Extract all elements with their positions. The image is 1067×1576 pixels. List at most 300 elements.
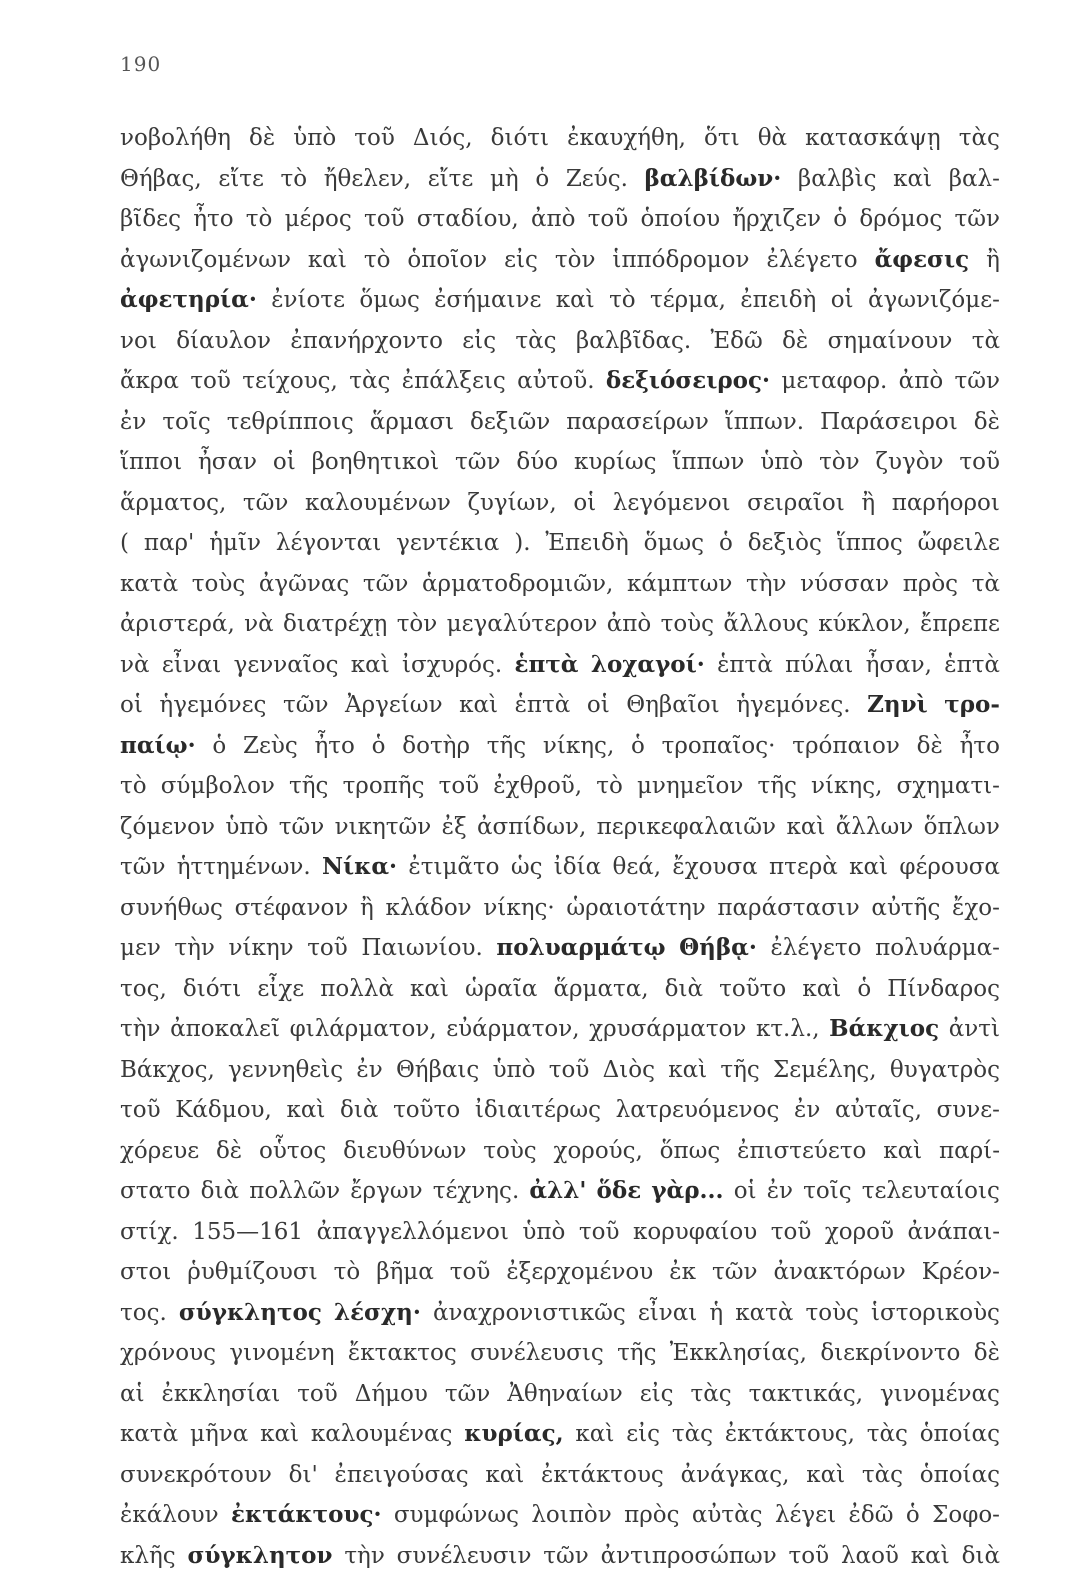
word: οἱ	[734, 1171, 757, 1212]
word: Κρέον-	[922, 1252, 1000, 1293]
word: νίκης,	[543, 726, 614, 767]
word: δεξιὸς	[748, 523, 822, 564]
word: ἐν	[120, 402, 146, 443]
word: καὶ	[286, 1090, 325, 1131]
word: τὴν	[746, 564, 787, 605]
word: λαοῦ	[841, 1536, 899, 1576]
text-line	[120, 402, 1000, 443]
text-line	[120, 523, 1000, 564]
word: τὸν	[555, 240, 596, 281]
word: τοῦ	[364, 199, 405, 240]
word: οἱ	[587, 685, 610, 726]
word: Βάκχιος	[829, 1009, 939, 1050]
word: εἰς	[504, 240, 538, 281]
word: ἐλέγετο	[767, 240, 858, 281]
word: τῆς	[487, 726, 526, 767]
word: ἀπὸ	[607, 604, 652, 645]
word: κορυφαίου	[633, 1212, 757, 1253]
word: τοῦ	[549, 1050, 590, 1091]
word: οἱ	[573, 483, 596, 524]
word: διεκρίνοντο	[820, 1333, 960, 1374]
word: καὶ	[410, 969, 449, 1010]
word: πτερὰ	[769, 847, 838, 888]
word: Παράσειροι	[820, 402, 958, 443]
text-line	[120, 1050, 1000, 1091]
word: πύλαι	[785, 645, 853, 686]
word: τέρμα,	[650, 280, 726, 321]
word: εἰς	[640, 1374, 674, 1415]
word: (	[120, 523, 129, 564]
text-line	[120, 118, 1000, 159]
word: ἐσήμαινε	[434, 280, 541, 321]
word: στέφανον	[235, 888, 349, 929]
word: τῶν	[445, 1374, 490, 1415]
word: τὸ	[609, 280, 636, 321]
word: ἦτο	[193, 199, 233, 240]
word: τὸ	[120, 766, 147, 807]
word: τείχους,	[242, 361, 338, 402]
word: Πίνδαρος	[887, 969, 1000, 1010]
word: θεά,	[612, 847, 661, 888]
text-line	[120, 969, 1000, 1010]
word: εἰς	[626, 1414, 660, 1455]
word: δοτὴρ	[402, 726, 470, 767]
word: νύσσαν	[800, 564, 889, 605]
text-line	[120, 361, 1000, 402]
word: ἐκτάκτους	[541, 1455, 664, 1496]
text-line	[120, 766, 1000, 807]
word: τὸ	[596, 766, 623, 807]
word: παρήοροι	[892, 483, 1000, 524]
word: ὁ	[906, 1495, 920, 1536]
word: ῥυθμίζουσι	[187, 1252, 317, 1293]
word: ἔκτακτος	[348, 1333, 457, 1374]
word: Θήβας,	[120, 159, 202, 200]
word: βαλβίδων·	[645, 159, 782, 200]
word: τὰ	[972, 321, 1000, 362]
word: ἀναχρονιστικῶς	[433, 1293, 626, 1334]
word: παίῳ·	[120, 726, 196, 767]
text-line	[120, 1131, 1000, 1172]
word: ὅμως	[644, 523, 704, 564]
word: ἰσχυρός.	[402, 645, 502, 686]
word: παρασείρων	[566, 402, 709, 443]
word: ἄφεσις	[875, 240, 970, 281]
word: αὐτοῦ.	[517, 361, 594, 402]
word: οὗτος	[259, 1131, 326, 1172]
word: Κάδμου,	[175, 1090, 272, 1131]
word: διευθύνων	[343, 1131, 466, 1172]
text-line	[120, 1536, 1000, 1576]
word: τῶν	[955, 199, 1000, 240]
word: ἵππος	[837, 523, 903, 564]
word: πολυαρμάτῳ	[496, 928, 665, 969]
word: τροπῆς	[343, 766, 425, 807]
word: κάμπτων	[627, 564, 732, 605]
text-line	[120, 928, 1000, 969]
word: δίαυλον	[176, 321, 271, 362]
word: τῶν	[455, 442, 500, 483]
word: αὐτὰς	[692, 1495, 763, 1536]
word: τοῦ	[579, 1212, 620, 1253]
word: ἀπὸ	[531, 199, 576, 240]
word: ἡμῖν	[209, 523, 261, 564]
word: αὐτῆς	[871, 888, 940, 929]
word: τοῦ	[588, 199, 629, 240]
word: ἰδία	[554, 847, 601, 888]
word: καλουμένων	[305, 483, 451, 524]
word: δύο	[516, 442, 558, 483]
word: ἑπτὰ	[717, 645, 773, 686]
text-line	[120, 1252, 1000, 1293]
word: καὶ	[459, 685, 498, 726]
word: καὶ	[786, 807, 825, 848]
word: λέσχη·	[334, 1293, 421, 1334]
word: ἦσαν	[198, 442, 257, 483]
text-line	[120, 199, 1000, 240]
word: καὶ	[893, 159, 932, 200]
word: βῆμα	[376, 1252, 434, 1293]
word: ὁ	[833, 199, 847, 240]
word: συμφώνως	[394, 1495, 519, 1536]
word: εἶναι	[162, 645, 221, 686]
word: δὲ	[216, 1131, 242, 1172]
word: συνεκρότουν	[120, 1455, 272, 1496]
word: λατρευόμενος	[616, 1090, 780, 1131]
word: τοῦ	[120, 1090, 161, 1131]
word: τῶν	[243, 483, 288, 524]
word: μεν	[120, 928, 161, 969]
word: καὶ	[668, 1050, 707, 1091]
word: τοῦ	[959, 442, 1000, 483]
word: ἑπτὰ	[944, 645, 1000, 686]
word: ἐν	[767, 1171, 793, 1212]
word: ἔχο-	[952, 888, 1000, 929]
word: μεταφορ.	[781, 361, 887, 402]
word: Θήβαις	[396, 1050, 479, 1091]
word: ὅμως	[359, 280, 419, 321]
word: φιλάρματον,	[290, 1009, 437, 1050]
word: πολλὰ	[320, 969, 394, 1010]
word: εὐάρματον,	[446, 1009, 579, 1050]
word: ὅπως	[660, 1131, 721, 1172]
word: ἐτιμᾶτο	[408, 847, 499, 888]
word: νοι	[120, 321, 157, 362]
word: ἐκάλουν	[120, 1495, 219, 1536]
word: δεξιῶν	[470, 402, 550, 443]
word: ἐνίοτε	[271, 280, 345, 321]
word: ἀφετηρία·	[120, 280, 257, 321]
word: ἅρμασι	[370, 402, 454, 443]
word: περικεφαλαιῶν	[597, 807, 776, 848]
text-line	[120, 1009, 1000, 1050]
text-line	[120, 1333, 1000, 1374]
word: 155—161	[192, 1212, 303, 1253]
word: διότι	[183, 969, 241, 1010]
word: ἀνάπαι-	[908, 1212, 1000, 1253]
word: καὶ	[351, 645, 390, 686]
word: Ζεὺς	[243, 726, 298, 767]
word: τῶν	[283, 685, 328, 726]
word: τὸν	[819, 442, 860, 483]
text-line	[120, 847, 1000, 888]
word: ἅρματος,	[120, 483, 226, 524]
word: καὶ	[802, 969, 841, 1010]
text-line	[120, 280, 1000, 321]
word: σύμβολον	[161, 766, 275, 807]
word: ἀπαγγελλόμενοι	[317, 1212, 509, 1253]
word: Διός,	[413, 118, 473, 159]
word: ἐξ	[442, 807, 467, 848]
word: κύκλον,	[818, 604, 910, 645]
word: κατὰ	[735, 1293, 793, 1334]
word: δρόμος	[859, 199, 942, 240]
word: τοὺς	[483, 1131, 536, 1172]
word: τοὺς	[661, 604, 714, 645]
word: ἤθελεν,	[324, 159, 411, 200]
word: ἐκαυχήθη,	[567, 118, 686, 159]
word: κυρίως	[574, 442, 657, 483]
word: ἔχουσα	[672, 847, 757, 888]
word: καὶ	[849, 847, 888, 888]
word: ὡραῖα	[465, 969, 537, 1010]
word: οἱ	[273, 442, 296, 483]
word: ἀνακτόρων	[773, 1252, 905, 1293]
word: ὅτι	[704, 118, 740, 159]
word: τοῦ	[354, 118, 395, 159]
word: τοῦ	[439, 766, 480, 807]
word: τὰς	[672, 1414, 713, 1455]
word: τὰς	[867, 1414, 908, 1455]
word: ἐξερχομένου	[506, 1252, 653, 1293]
text-line	[120, 645, 1000, 686]
word: βαλβῖδας.	[576, 321, 691, 362]
word: ἐκτάκτους,	[725, 1414, 855, 1455]
word: Βάκχος,	[120, 1050, 215, 1091]
word: μέρος	[285, 199, 352, 240]
word: κατὰ	[120, 564, 178, 605]
word: γὰρ...	[651, 1171, 723, 1212]
word: σταδίου,	[417, 199, 519, 240]
text-line	[120, 888, 1000, 929]
word: ἦτο	[315, 726, 355, 767]
word: ὅπλων	[924, 807, 1000, 848]
word: κλῆς	[120, 1536, 176, 1576]
word: δὲ	[782, 321, 808, 362]
word: ὁ	[212, 726, 226, 767]
word: ἵππων	[672, 442, 744, 483]
text-line	[120, 1171, 1000, 1212]
word: μῆνα	[190, 1414, 248, 1455]
word: χορούς,	[554, 1131, 643, 1172]
word: τὸ	[246, 199, 273, 240]
word: ἐκκλησίαι	[162, 1374, 281, 1415]
word: καὶ	[806, 1455, 845, 1496]
word: νὰ	[120, 645, 150, 686]
word: Σεμέλης,	[773, 1050, 877, 1091]
word: τῆς	[758, 766, 797, 807]
word: Ζεύς.	[566, 159, 628, 200]
word: σημαίνουν	[828, 321, 953, 362]
word: ἐπιστεύετο	[737, 1131, 866, 1172]
word: ἐπανήρχοντο	[290, 321, 443, 362]
word: μὴ	[490, 159, 519, 200]
word: θὰ	[758, 118, 787, 159]
word: ἐκ	[669, 1252, 696, 1293]
word: τοῦ	[789, 1536, 830, 1576]
word: ἅρματα,	[553, 969, 648, 1010]
word: Θηβαῖοι	[626, 685, 719, 726]
word: καὶ	[883, 1131, 922, 1172]
word: τῶν	[363, 564, 408, 605]
word: χρόνους	[120, 1333, 216, 1374]
word: ἐν	[356, 1050, 382, 1091]
word: Ἐδῶ	[711, 321, 763, 362]
word: εἶναι	[638, 1293, 697, 1334]
word: καὶ	[260, 1414, 299, 1455]
text-line	[120, 1090, 1000, 1131]
word: Ἐπειδὴ	[545, 523, 628, 564]
text-line	[120, 321, 1000, 362]
word: ἔπρεπε	[920, 604, 1000, 645]
word: στοι	[120, 1252, 171, 1293]
word: γεντέκια	[396, 523, 499, 564]
word: στατο	[120, 1171, 191, 1212]
word: ἄκρα	[120, 361, 179, 402]
word: λοιπὸν	[531, 1495, 611, 1536]
word: τὰς	[349, 361, 390, 402]
word: δὲ	[974, 402, 1000, 443]
word: Δήμου	[355, 1374, 428, 1415]
word: τὰ	[972, 564, 1000, 605]
word: Θήβᾳ·	[679, 928, 757, 969]
word: ἢ	[861, 483, 875, 524]
word: Ζηνὶ	[867, 685, 928, 726]
word: τακτικάς,	[749, 1374, 863, 1415]
word: ἀγωνιζόμε-	[868, 280, 1000, 321]
word: ὑπὸ	[225, 807, 268, 848]
word: τελευταίοις	[862, 1171, 1000, 1212]
word: τροπαῖος·	[662, 726, 776, 767]
word: ἤρχιζεν	[732, 199, 821, 240]
word: σύγκλητον	[187, 1536, 332, 1576]
word: τοῦ	[771, 1212, 812, 1253]
word: νίκης,	[811, 766, 882, 807]
word: ὁ	[857, 969, 871, 1010]
word: λοχαγοί·	[591, 645, 705, 686]
word: ὑπὸ	[522, 1212, 565, 1253]
word: τοὺς	[806, 1293, 859, 1334]
word: πολυάρμα-	[875, 928, 1000, 969]
word: παράστασιν	[717, 888, 859, 929]
word: τέχνης.	[433, 1171, 520, 1212]
word: καὶ	[556, 280, 595, 321]
word: λέγει	[775, 1495, 836, 1536]
word: ἑπτὰ	[515, 645, 579, 686]
word: αὐταῖς,	[835, 1090, 922, 1131]
word: ἱππόδρομον	[612, 240, 749, 281]
word: βαλ-	[949, 159, 1000, 200]
word: θυγατρὸς	[890, 1050, 1000, 1091]
word: κτ.λ.,	[756, 1009, 820, 1050]
word: συνήθως	[120, 888, 223, 929]
text-line	[120, 159, 1000, 200]
text-line	[120, 1293, 1000, 1334]
word: τοὺς	[192, 564, 245, 605]
word: ὑπὸ	[760, 442, 803, 483]
word: τῆς	[289, 766, 328, 807]
word: γεννηθεὶς	[228, 1050, 343, 1091]
word: καὶ	[485, 1455, 524, 1496]
word: ἢ	[360, 888, 374, 929]
word: τὰς	[959, 118, 1000, 159]
text-line	[120, 685, 1000, 726]
word: οἱ	[120, 685, 143, 726]
word: κατασκάψῃ	[805, 118, 941, 159]
word: τῶν	[712, 1252, 757, 1293]
page-number: 190	[120, 52, 161, 76]
word: διὰ	[665, 969, 703, 1010]
word: δεξιόσειρος·	[606, 361, 770, 402]
word: διότι	[491, 118, 549, 159]
word: μνημεῖον	[637, 766, 743, 807]
word: παρί-	[939, 1131, 1000, 1172]
word: παρ'	[144, 523, 195, 564]
word: ὑπὸ	[293, 118, 336, 159]
word: ἀντιπροσώπων	[601, 1536, 777, 1576]
word: βῖδες	[120, 199, 181, 240]
word: γενναῖος	[234, 645, 339, 686]
word: ὁ	[719, 523, 733, 564]
word: διὰ	[201, 1171, 239, 1212]
word: τρόπαιον	[792, 726, 900, 767]
word: Ἀργείων	[345, 685, 443, 726]
text-line	[120, 1455, 1000, 1496]
word: γινομένας	[880, 1374, 1000, 1415]
word: τὴν	[120, 1009, 161, 1050]
word: δι'	[289, 1455, 318, 1496]
word: τὰς	[515, 321, 556, 362]
word: τοῦ	[190, 361, 231, 402]
word: κλάδον	[385, 888, 471, 929]
word: καὶ	[308, 240, 347, 281]
text-line	[120, 483, 1000, 524]
word: ἀγῶνας	[259, 564, 349, 605]
word: ἁρματοδρομιῶν,	[422, 564, 613, 605]
word: ἀποκαλεῖ	[170, 1009, 280, 1050]
word: ἀνάγκας,	[681, 1455, 790, 1496]
word: ἐν	[794, 1090, 820, 1131]
text-line	[120, 604, 1000, 645]
word: τοῦ	[297, 1374, 338, 1415]
word: ἡττημένων.	[177, 847, 311, 888]
word: τος.	[120, 1293, 167, 1334]
word: ὁποίου	[641, 199, 721, 240]
word: τὰς	[862, 1455, 903, 1496]
word: νίκην	[228, 928, 293, 969]
word: ἀγωνιζομένων	[120, 240, 291, 281]
word: σχηματι-	[897, 766, 1000, 807]
word: ἀριστερά,	[120, 604, 235, 645]
text-line	[120, 1495, 1000, 1536]
word: καὶ	[911, 1536, 950, 1576]
word: τοῦ	[450, 1252, 491, 1293]
word: τοῦτο	[719, 969, 786, 1010]
word: ὅδε	[597, 1171, 642, 1212]
word: Διὸς	[603, 1050, 655, 1091]
word: ἀσπίδων,	[477, 807, 586, 848]
word: εἶχε	[257, 969, 304, 1010]
